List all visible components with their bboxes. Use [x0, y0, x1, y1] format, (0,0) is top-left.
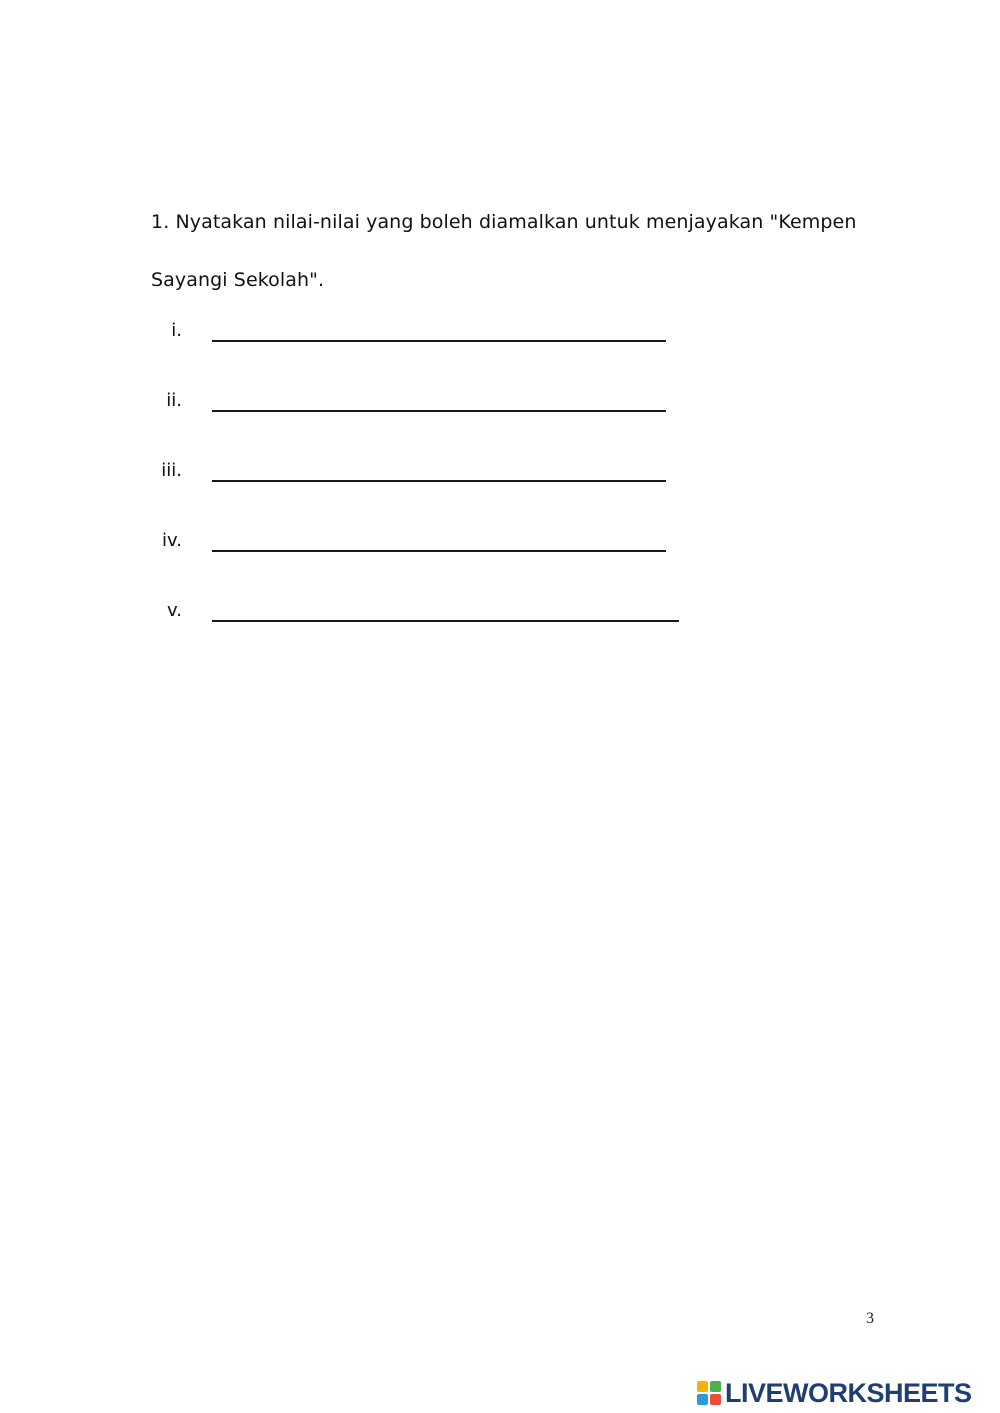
liveworksheets-logo [697, 1378, 972, 1408]
answer-label: ii. [166, 390, 182, 411]
answer-label: v. [167, 600, 182, 621]
logo-square-icon [710, 1381, 721, 1392]
brand-name: LIVEWORKSHEETS [725, 1377, 972, 1408]
answer-label: iv. [162, 530, 182, 551]
answer-row [150, 316, 710, 386]
question-line-1 [151, 193, 871, 251]
question-1 [151, 193, 871, 309]
answer-row [150, 386, 710, 456]
answer-line-5[interactable] [212, 620, 679, 622]
answer-line-3[interactable] [212, 480, 666, 482]
answer-line-4[interactable] [212, 550, 666, 552]
liveworksheets-icon [697, 1381, 721, 1405]
answer-row [150, 596, 710, 666]
answer-label: iii. [161, 460, 182, 481]
answer-line-1[interactable] [212, 340, 666, 342]
page-number: 3 [866, 1310, 874, 1327]
answer-list [150, 316, 710, 666]
logo-square-icon [697, 1381, 708, 1392]
question-number: 1. [151, 211, 170, 233]
answer-row [150, 456, 710, 526]
answer-line-2[interactable] [212, 410, 666, 412]
logo-square-icon [710, 1394, 721, 1405]
answer-row [150, 526, 710, 596]
question-text-line-2: Sayangi Sekolah". [151, 269, 325, 291]
question-text-line-1: Nyatakan nilai-nilai yang boleh diamalkan untuk menjayakan "Kempen [175, 211, 857, 233]
logo-square-icon [697, 1394, 708, 1405]
answer-label: i. [171, 320, 182, 341]
